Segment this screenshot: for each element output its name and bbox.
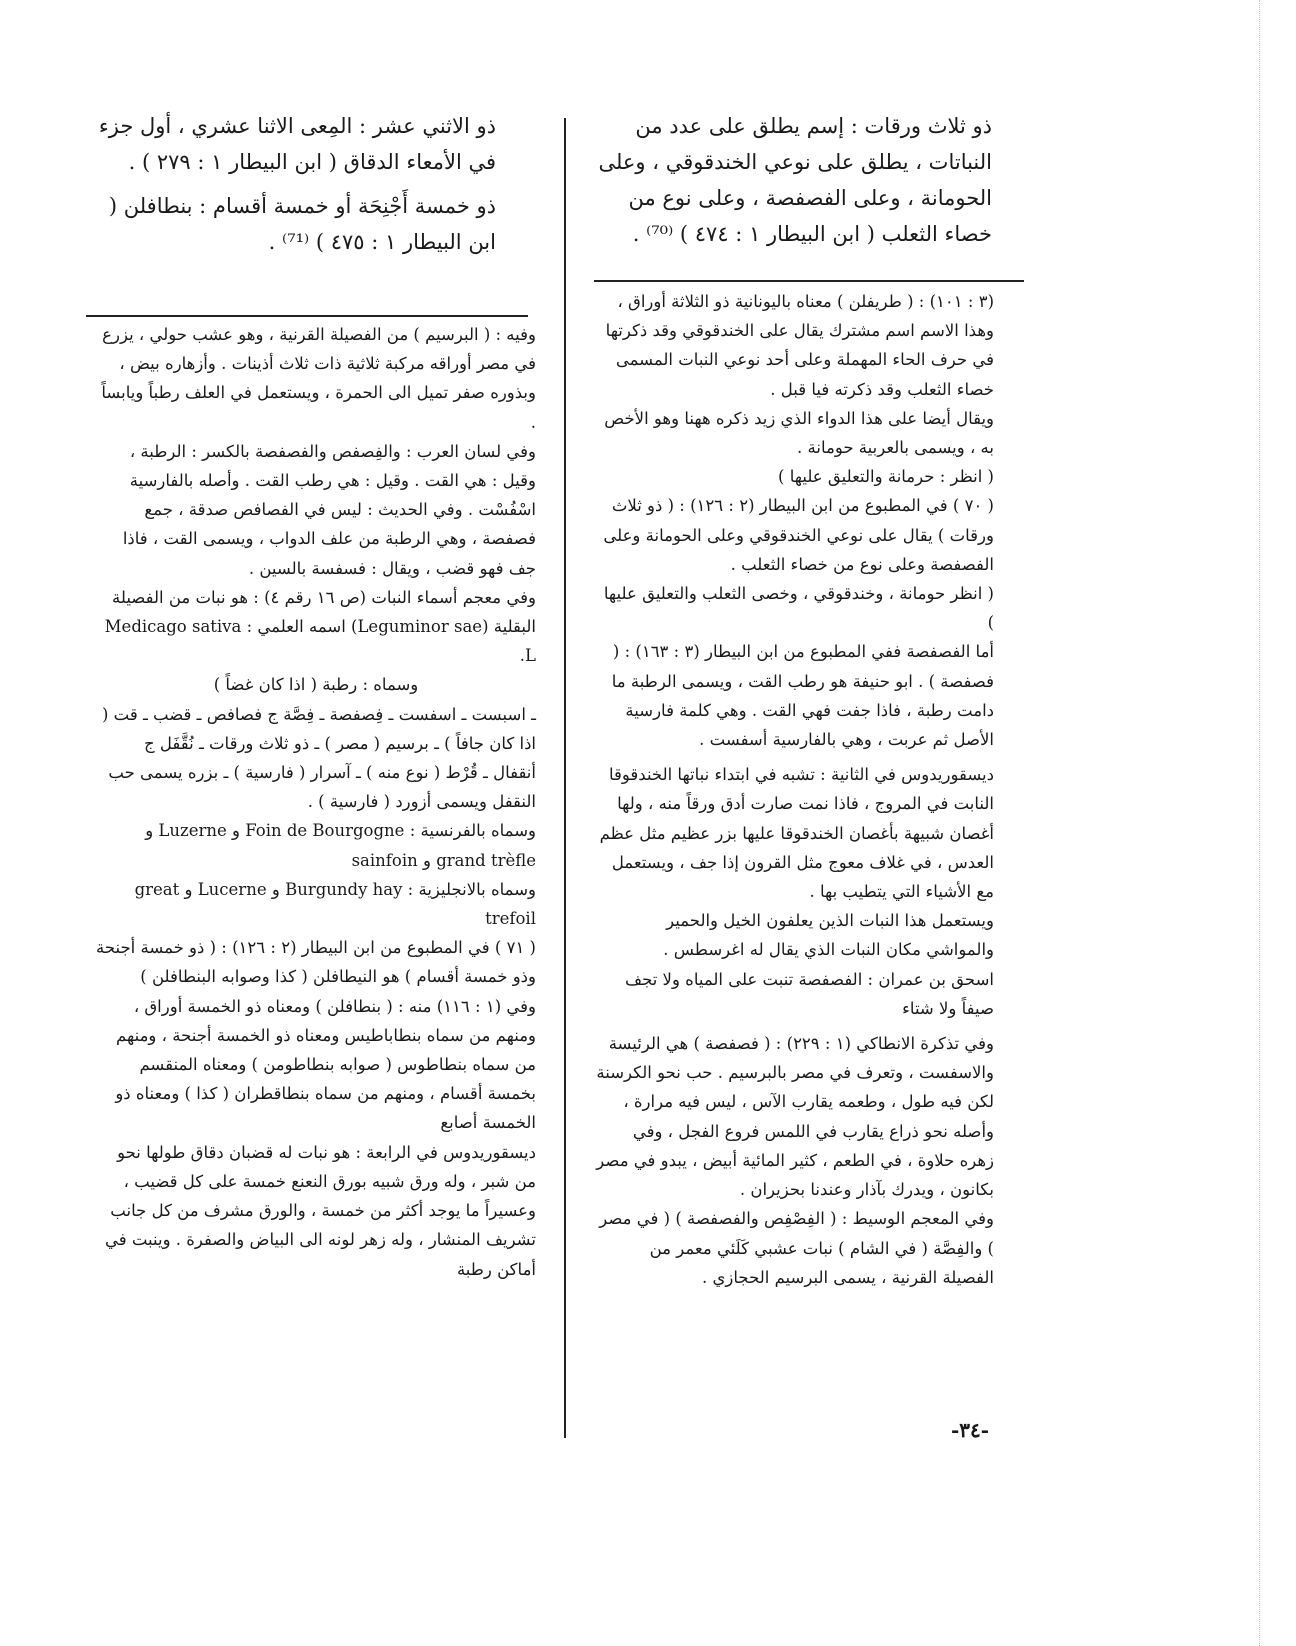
note-paragraph: وسماه بالفرنسية : Foin de Bourgogne و Luzerne و grand trèfle و sainfoin xyxy=(145,821,536,870)
note-paragraph: اسحق بن عمران : الفصفصة تنبت على المياه ولا تجف صيفاً ولا شتاء xyxy=(624,969,994,1018)
footnotes-right xyxy=(594,287,994,1292)
entry-dhu-thalath-waraqat: ذو ثلاث ورقات : إسم يطلق على عدد من النباتات ، يطلق على نوعي الخندقوقي ، وعلى الحومانة ، وعلى الفصفصة ، وعلى نوع من خصاء الثعلب ( ابن البيطار ١ : ٤٧٤ ) ⁽⁷⁰⁾ . xyxy=(598,114,992,246)
note-paragraph: وفي تذكرة الانطاكي (١ : ٢٢٩) : ( فصفصة ) هي الرئيسة والاسفست ، وتعرف في مصر بالبرسيم . حب نحو الكرسنة لكن فيه طول ، وطعمه يقارب الآس ، ليس فيه مرارة ، وأصله نحو ذراع يقارب في اللمس فروع الفجل ، وفي زهره حلاوة ، في الطعم ، كثير المائية أبيض ، يبدو في مصر بكانون ، ويدرك بآذار وعندنا بحزيران . xyxy=(596,1034,994,1200)
note-paragraph: ـ اسبست ـ اسفست ـ فِصفصة ـ فِصَّة ج فصافص ـ قضب ـ قت ( اذا كان جافاً ) ـ برسيم ( مصر ) ـ ذو ثلاث ورقات ـ نُقَّفَل ج أنقفال ـ قُرْط ( نوع منه ) ـ آسرار ( فارسية ) ـ بزره يسمى حب النقفل ويسمى أزورد ( فارسية ) . xyxy=(101,704,536,812)
footnote-rule-right xyxy=(594,280,1024,282)
note-paragraph: (٣ : ١٠١) : ( طريفلن ) معناه باليونانية ذو الثلاثة أوراق ، وهذا الاسم اسم مشترك يقال على الخندقوقي وقد ذكرتها في حرف الحاء المهملة وعلى أحد نوعي النبات المسمى خصاء الثعلب وقد ذكرته فيا قبل . xyxy=(605,292,994,399)
note-paragraph: وفي المعجم الوسيط : ( الفِصْفِص والفصفصة ) ( في مصر ) والفِصَّة ( في الشام ) نبات عشبي كَلَئي معمر من الفصيلة القرنية ، يسمى البرسيم الحجازي . xyxy=(599,1209,994,1287)
footnote-70: ( ٧٠ ) في المطبوع من ابن البيطار (٢ : ١٢٦) : ( ذو ثلاث ورقات ) يقال على نوعي الخندقوقي وعلى الحومانة وعلى الفصفصة وعلى نوع من خصاء الثعلب . xyxy=(603,496,994,574)
scan-edge-line xyxy=(1259,0,1260,1646)
footnote-rule-left xyxy=(86,315,528,317)
note-paragraph: ويقال أيضا على هذا الدواء الذي زيد ذكره ههنا وهو الأخص به ، ويسمى بالعربية حومانة . xyxy=(604,408,994,458)
note-paragraph: ( انظر حومانة ، وخندقوقي ، وخصى الثعلب والتعليق عليها ) xyxy=(603,584,994,633)
note-paragraph: وفي لسان العرب : والفِصفص والفصفصة بالكسر : الرطبة ، وقيل : هي القت . وقيل : هي رطب القت . وأصله بالفارسية اسْفُسْت . وفي الحديث : ليس في الفصافص صدقة ، جمع فصفصة ، وهي الرطبة من علف الدواب ، ويسمى القت ، فاذا جف فهو قضب ، ويقال : فسفسة بالسين . xyxy=(122,441,536,578)
note-paragraph: وفيه : ( البرسيم ) من الفصيلة القرنية ، وهو عشب حولي ، يزرع في مصر أوراقه مركبة ثلاثية ذات ثلاث أذينات . وأزهاره بيض ، وبذوره صفر تميل الى الحمرة ، ويستعمل في العلف رطباً ويابساً . xyxy=(101,325,536,432)
right-column-main-entry xyxy=(594,108,992,252)
column-divider xyxy=(564,118,566,1438)
note-paragraph: وفي معجم أسماء النبات (ص ١٦ رقم ٤) : هو نبات من الفصيلة البقلية (Leguminor sae) اسمه العلمي : Medicago sativa L. xyxy=(104,587,536,666)
note-paragraph: أما الفصفصة ففي المطبوع من ابن البيطار (٣ : ١٦٣) : ( فصفصة ) . ابو حنيفة هو رطب القت ، ويسمى الرطبة ما دامت رطبة ، فاذا جفت فهي القت . وهي كلمة فارسية الأصل ثم عربت ، وهي بالفارسية أسفست . xyxy=(611,642,994,750)
entry-dhu-al-ithnay-ashar: ذو الاثني عشر : المِعى الاثنا عشري ، أول جزء في الأمعاء الدقاق ( ابن البيطار ١ : ٢٧٩ ) . xyxy=(98,114,496,174)
note-paragraph: وسماه بالانجليزية : Burgundy hay و Lucerne و great trefoil xyxy=(134,879,536,929)
note-paragraph: ديسقوريدوس في الرابعة : هو نبات له قضبان دقاق طولها نحو من شبر ، وله ورق شبيه بورق النعنع خمسة على كل قضيب ، وعسيراً ما يوجد أكثر من خمسة ، والورق مشرف من كل جانب تشريف المنشار ، وله زهر لونه الى البياض والصفرة . وينبت في أماكن رطبة xyxy=(104,1142,536,1279)
note-paragraph: وسماه : رطبة ( اذا كان غضاً ) xyxy=(213,675,419,695)
note-paragraph: ( انظر : حرمانة والتعليق عليها ) xyxy=(778,467,994,487)
footnote-71: ( ٧١ ) في المطبوع من ابن البيطار (٢ : ١٢٦) : ( ذو خمسة أجنحة وذو خمسة أقسام ) هو النيطافلن ( كذا وصوابه البنطافلن ) xyxy=(96,938,536,987)
note-paragraph: وفي (١ : ١١٦) منه : ( بنطافلن ) ومعناه ذو الخمسة أوراق ، ومنهم من سماه بنطاباطيس ومعناه ذو الخمسة أجنحة ، ومنهم من سماه بنطاطوس ( صوابه بنطاطومن ) ومعناه المنقسم بخمسة أقسام ، ومنهم من سماه بنطاقطران ( كذا ) ومعناه ذو الخمسة أصابع xyxy=(115,996,536,1133)
note-paragraph: ويستعمل هذا النبات الذين يعلفون الخيل والحمير والمواشي مكان النبات الذي يقال له اغرسطس . xyxy=(663,911,994,960)
left-column-main-entries xyxy=(96,108,496,260)
page-number: -٣٤- xyxy=(950,1418,990,1442)
note-paragraph: ديسقوريدوس في الثانية : تشبه في ابتداء نباتها الخندقوقا النابت في المروج ، فاذا نمت صارت أدق ورقاً منه ، ولها أغصان شبيهة بأغصان الخندقوقا عليها بزر عظيم مثل عظم العدس ، في غلاف معوج مثل القرون إذا جف ، ويستعمل مع الأشياء التي يتطيب بها . xyxy=(599,765,994,902)
footnotes-left xyxy=(96,320,536,1284)
entry-dhu-khamsat-ajniha: ذو خمسة أَجْنِحَة أو خمسة أقسام : بنطافلن ( ابن البيطار ١ : ٤٧٥ ) ⁽⁷¹⁾ . xyxy=(108,194,496,254)
